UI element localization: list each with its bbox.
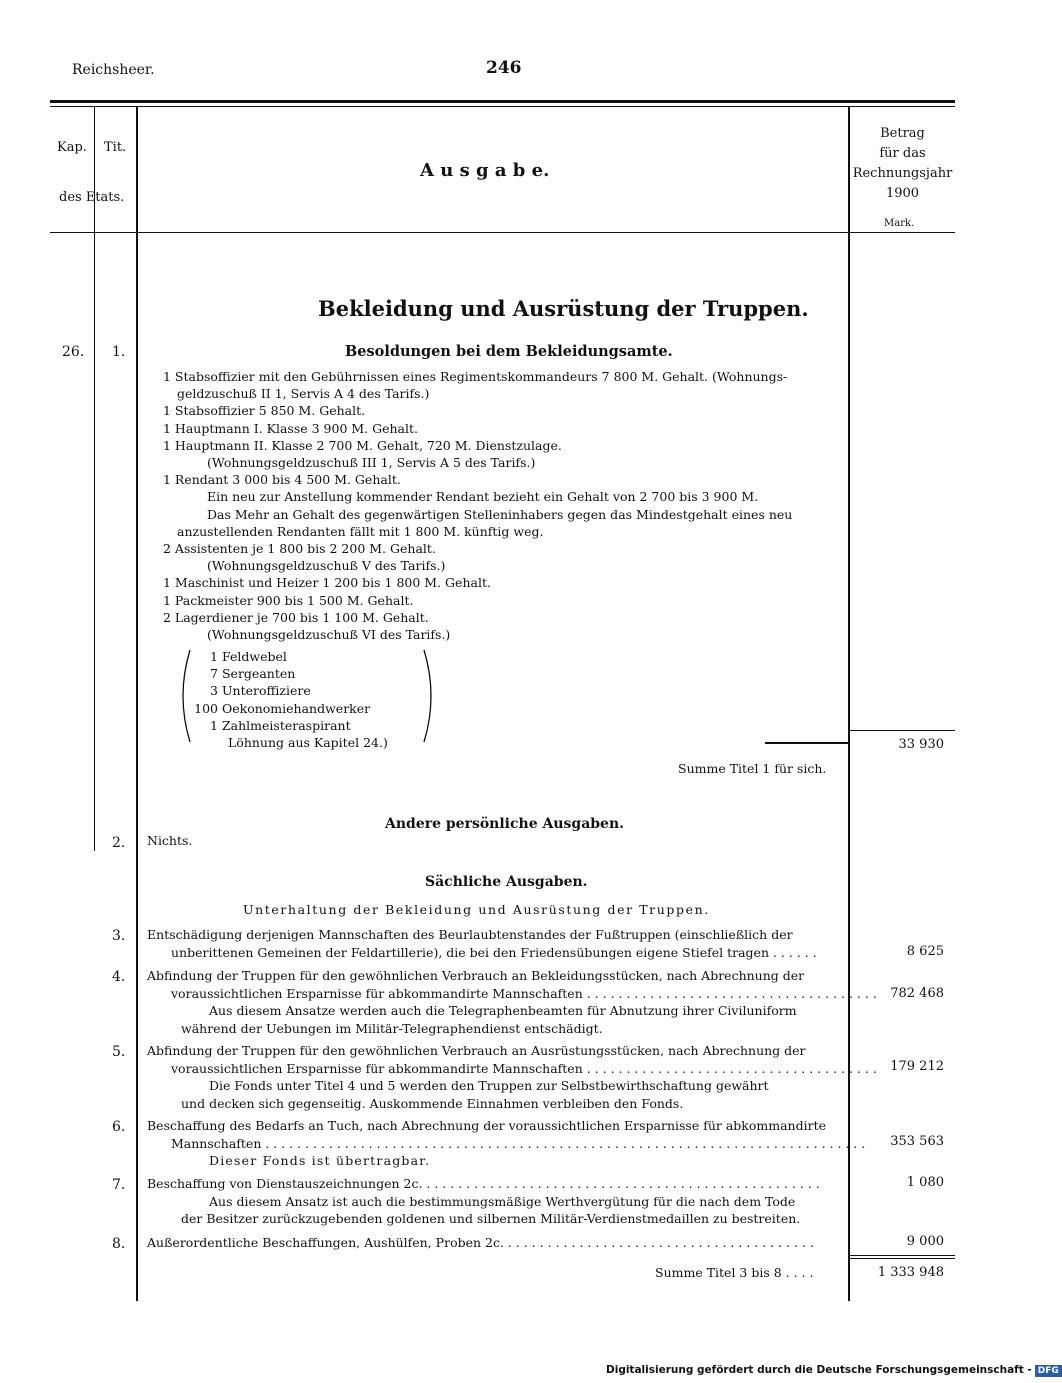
text-line: Aus diesem Ansatz ist auch die bestimmungsmäßige Werthvergütung für die nach dem Tode — [209, 1193, 796, 1209]
betrag-header — [850, 124, 955, 204]
text-line: voraussichtlichen Ersparnisse für abkommandirte Mannschaften . . . . . . . . . . . . . . . . . . . . . . . . . . . . . . . . . . . . . — [171, 1060, 877, 1076]
header-rule — [50, 232, 955, 233]
titel2-text: Nichts. — [147, 833, 193, 848]
titel2-heading: Andere persönliche Ausgaben. — [385, 816, 625, 832]
text-line: Beschaffung von Dienstauszeichnungen 2c. . . . . . . . . . . . . . . . . . . . . . . . . . . . . . . . . . . . . . . . . . . . . . . . . . . — [147, 1176, 820, 1191]
text-line: Abfindung der Truppen für den gewöhnlichen Verbrauch an Ausrüstungsstücken, nach Abrechnung der — [147, 1043, 806, 1058]
betrag-line: 1900 — [885, 186, 920, 201]
item-text — [147, 926, 817, 961]
item-amount: 782 468 — [890, 986, 944, 1001]
item-amount: 9 000 — [906, 1234, 944, 1249]
bracket-label: Unteroffiziere — [221, 683, 311, 699]
item-amount: 353 563 — [890, 1134, 944, 1149]
text-line: 1 Rendant 3 000 bis 4 500 M. Gehalt. — [163, 472, 401, 488]
bracket-label: Zahlmeisteraspirant — [221, 717, 351, 733]
titel1-summe: Summe Titel 1 für sich. — [678, 761, 827, 776]
bracket-count: 7 — [210, 666, 218, 682]
item-text — [147, 967, 877, 1037]
text-line: 1 Hauptmann II. Klasse 2 700 M. Gehalt, 720 M. Dienstzulage. — [163, 437, 562, 453]
text-line: Die Fonds unter Titel 4 und 5 werden den Truppen zur Selbstbewirthschaftung gewährt — [209, 1078, 769, 1093]
footer-note — [606, 1364, 1062, 1377]
top-rule-thick — [50, 100, 955, 103]
des-etats-header: des Etats. — [59, 190, 125, 205]
item-number: 6. — [112, 1119, 126, 1135]
betrag-line: Betrag — [880, 126, 925, 141]
running-title: Reichsheer. — [72, 62, 155, 78]
text-line: 1 Packmeister 900 bis 1 500 M. Gehalt. — [163, 592, 414, 608]
text-line: Das Mehr an Gehalt des gegenwärtigen Stelleninhabers gegen das Mindestgehalt eines neu — [207, 506, 793, 522]
text-line: (Wohnungsgeldzuschuß III 1, Servis A 5 des Tarifs.) — [207, 455, 536, 471]
total-rule-2 — [850, 1258, 955, 1259]
titel2-number: 2. — [112, 835, 126, 851]
text-line: Abfindung der Truppen für den gewöhnlichen Verbrauch an Bekleidungsstücken, nach Abrechnung der — [147, 968, 805, 983]
text-line: anzustellenden Rendanten fällt mit 1 800 M. künftig weg. — [177, 523, 544, 539]
item-text — [147, 1175, 820, 1228]
tit-col-line — [136, 106, 138, 1301]
text-line: 1 Stabsoffizier mit den Gebührnissen eines Regimentskommandeurs 7 800 M. Gehalt. (Wohnungs- — [163, 369, 788, 384]
item-number: 5. — [112, 1044, 126, 1060]
item-number: 8. — [112, 1236, 126, 1252]
text-line: voraussichtlichen Ersparnisse für abkommandirte Mannschaften . . . . . . . . . . . . . . . . . . . . . . . . . . . . . . . . . . . . . — [171, 985, 877, 1001]
titel1-body — [163, 368, 792, 643]
page-number: 246 — [486, 58, 522, 78]
text-line: (Wohnungsgeldzuschuß V des Tarifs.) — [207, 558, 446, 574]
item-number: 4. — [112, 969, 126, 985]
bracket-label: Oekonomiehandwerker — [221, 700, 371, 716]
titel1-heading: Besoldungen bei dem Bekleidungsamte. — [345, 343, 673, 360]
text-line: Beschaffung des Bedarfs an Tuch, nach Abrechnung der voraussichtlichen Ersparnisse für abkommandirte — [147, 1118, 827, 1133]
titel-number: 1. — [112, 344, 126, 360]
text-line: Dieser Fonds ist übertragbar. — [209, 1153, 431, 1168]
text-line: 2 Assistenten je 1 800 bis 2 200 M. Gehalt. — [163, 541, 436, 557]
bracket-count: 1 — [210, 717, 218, 733]
text-line: 1 Maschinist und Heizer 1 200 bis 1 800 M. Gehalt. — [163, 575, 491, 591]
item-number: 7. — [112, 1177, 126, 1193]
subtotal-rule-right — [850, 730, 955, 731]
bracket-label: Feldwebel — [221, 649, 287, 664]
betrag-line: Rechnungsjahr — [852, 166, 953, 181]
text-line: Außerordentliche Beschaffungen, Aushülfen, Proben 2c. . . . . . . . . . . . . . . . . . . . . . . . . . . . . . . . . . . . . . . . — [147, 1235, 814, 1250]
text-line: Ein neu zur Anstellung kommender Rendant bezieht ein Gehalt von 2 700 bis 3 900 M. — [207, 489, 759, 505]
text-line: während der Uebungen im Militär-Telegraphendienst entschädigt. — [181, 1020, 603, 1036]
footer-text: Digitalisierung gefördert durch die Deutsche Forschungsgemeinschaft - — [606, 1364, 1032, 1376]
bracket-count: 100 — [194, 700, 218, 716]
text-line: und decken sich gegenseitig. Auskommende Einnahmen verbleiben den Fonds. — [181, 1095, 684, 1111]
unit-label: Mark. — [884, 218, 915, 229]
text-line: der Besitzer zurückzugebenden goldenen und silbernen Militär-Verdienstmedaillen zu bestreiten. — [181, 1211, 801, 1226]
item-number: 3. — [112, 928, 126, 944]
subtotal-rule-left — [765, 742, 850, 744]
dfg-logo: DFG — [1035, 1365, 1062, 1377]
bracket-label: Sergeanten — [221, 666, 296, 682]
item-text — [147, 1042, 877, 1112]
text-line: Mannschaften . . . . . . . . . . . . . . . . . . . . . . . . . . . . . . . . . . . . . . . . . . . . . . . . . . . . . . . . . . . . . . . . . . . . . . . . . . . . — [171, 1135, 866, 1151]
item-text — [147, 1234, 814, 1252]
tit-header: Tit. — [104, 140, 127, 155]
top-rule-thin — [50, 106, 955, 107]
main-heading: Bekleidung und Ausrüstung der Truppen. — [318, 296, 809, 321]
saechlich-heading: Sächliche Ausgaben. — [425, 874, 588, 890]
text-line: Aus diesem Ansatze werden auch die Telegraphenbeamten für Abnutzung ihrer Civiluniform — [209, 1003, 797, 1018]
text-line: 1 Stabsoffizier 5 850 M. Gehalt. — [163, 403, 366, 419]
item-amount: 8 625 — [906, 944, 944, 959]
total-rule-1 — [850, 1255, 955, 1256]
kap-header: Kap. — [57, 140, 87, 155]
bracket-list — [188, 648, 388, 751]
text-line: 1 Hauptmann I. Klasse 3 900 M. Gehalt. — [163, 420, 418, 436]
kapitel-number: 26. — [62, 344, 85, 360]
bracket-count: 1 — [210, 649, 218, 664]
saechlich-subheading: Unterhaltung der Bekleidung und Ausrüstung der Truppen. — [243, 902, 710, 917]
text-line: Entschädigung derjenigen Mannschaften des Beurlaubtenstandes der Fußtruppen (einschließlich der — [147, 927, 793, 942]
text-line: geldzuschuß II 1, Servis A 4 des Tarifs.) — [177, 386, 430, 402]
section-title: A u s g a b e. — [420, 160, 550, 181]
total-amount: 1 333 948 — [877, 1265, 944, 1280]
text-line: 2 Lagerdiener je 700 bis 1 100 M. Gehalt. — [163, 609, 429, 625]
item-amount: 1 080 — [906, 1175, 944, 1190]
kap-col-line — [94, 106, 95, 851]
betrag-line: für das — [879, 146, 926, 161]
bracket-note: Löhnung aus Kapitel 24.) — [228, 735, 388, 751]
titel1-amount: 33 930 — [898, 737, 944, 752]
total-summe-label: Summe Titel 3 bis 8 . . . . — [655, 1265, 814, 1280]
text-line: unberittenen Gemeinen der Feldartillerie), die bei den Friedensübungen eigene Stiefel tragen . . . . . . — [171, 944, 817, 960]
bracket-count: 3 — [210, 683, 218, 699]
item-text — [147, 1117, 865, 1170]
text-line: (Wohnungsgeldzuschuß VI des Tarifs.) — [207, 627, 451, 643]
item-amount: 179 212 — [890, 1059, 944, 1074]
